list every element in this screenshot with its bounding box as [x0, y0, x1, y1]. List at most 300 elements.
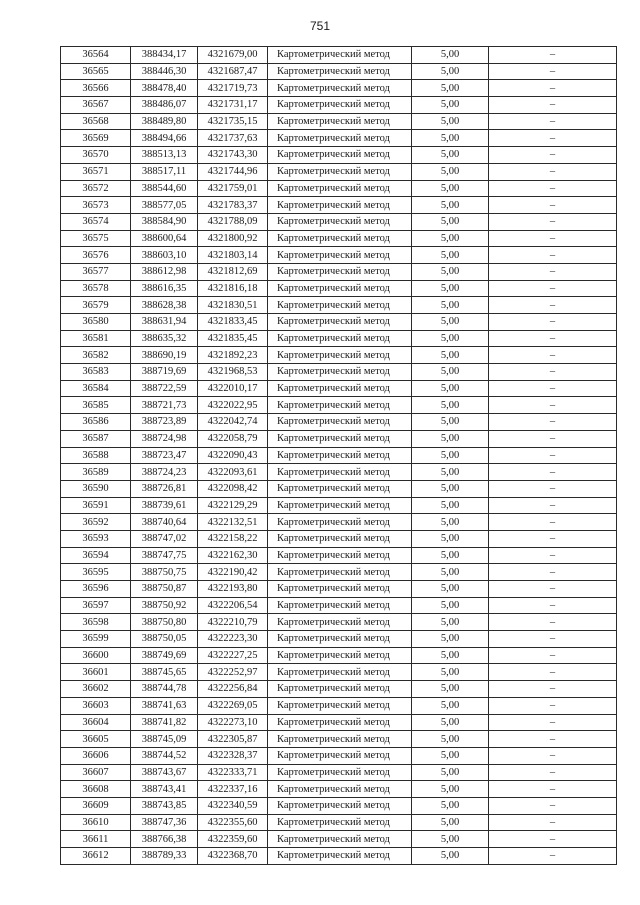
table-row: [61, 797, 617, 814]
x-coordinate-cell: 388584,90: [131, 213, 198, 230]
accuracy-cell: 5,00: [412, 63, 489, 80]
note-cell: –: [489, 664, 617, 681]
note-cell: –: [489, 430, 617, 447]
point-number-cell: 36576: [61, 247, 131, 264]
note-cell: –: [489, 581, 617, 598]
y-coordinate-cell: 4322368,70: [198, 848, 268, 865]
note-cell: –: [489, 247, 617, 264]
point-number-cell: 36612: [61, 848, 131, 865]
accuracy-cell: 5,00: [412, 430, 489, 447]
method-cell: Картометрический метод: [268, 347, 412, 364]
x-coordinate-cell: 388743,67: [131, 764, 198, 781]
x-coordinate-cell: 388603,10: [131, 247, 198, 264]
method-cell: Картометрический метод: [268, 130, 412, 147]
y-coordinate-cell: 4322340,59: [198, 797, 268, 814]
point-number-cell: 36592: [61, 514, 131, 531]
method-cell: Картометрический метод: [268, 764, 412, 781]
method-cell: Картометрический метод: [268, 781, 412, 798]
x-coordinate-cell: 388745,09: [131, 731, 198, 748]
y-coordinate-cell: 4322227,25: [198, 647, 268, 664]
point-number-cell: 36610: [61, 814, 131, 831]
point-number-cell: 36596: [61, 581, 131, 598]
table-row: [61, 147, 617, 164]
accuracy-cell: 5,00: [412, 147, 489, 164]
note-cell: –: [489, 564, 617, 581]
y-coordinate-cell: 4321800,92: [198, 230, 268, 247]
table-row: [61, 497, 617, 514]
accuracy-cell: 5,00: [412, 697, 489, 714]
accuracy-cell: 5,00: [412, 380, 489, 397]
table-row: [61, 447, 617, 464]
accuracy-cell: 5,00: [412, 247, 489, 264]
method-cell: Картометрический метод: [268, 514, 412, 531]
y-coordinate-cell: 4321803,14: [198, 247, 268, 264]
y-coordinate-cell: 4322162,30: [198, 547, 268, 564]
accuracy-cell: 5,00: [412, 414, 489, 431]
x-coordinate-cell: 388724,23: [131, 464, 198, 481]
y-coordinate-cell: 4321812,69: [198, 263, 268, 280]
x-coordinate-cell: 388743,41: [131, 781, 198, 798]
x-coordinate-cell: 388721,73: [131, 397, 198, 414]
y-coordinate-cell: 4321833,45: [198, 314, 268, 331]
y-coordinate-cell: 4322223,30: [198, 631, 268, 648]
y-coordinate-cell: 4322273,10: [198, 714, 268, 731]
point-number-cell: 36575: [61, 230, 131, 247]
table-row: [61, 280, 617, 297]
table-row: [61, 597, 617, 614]
x-coordinate-cell: 388750,80: [131, 614, 198, 631]
table-row: [61, 397, 617, 414]
x-coordinate-cell: 388635,32: [131, 330, 198, 347]
y-coordinate-cell: 4321719,73: [198, 80, 268, 97]
x-coordinate-cell: 388723,89: [131, 414, 198, 431]
accuracy-cell: 5,00: [412, 464, 489, 481]
accuracy-cell: 5,00: [412, 347, 489, 364]
accuracy-cell: 5,00: [412, 614, 489, 631]
accuracy-cell: 5,00: [412, 314, 489, 331]
note-cell: –: [489, 97, 617, 114]
y-coordinate-cell: 4322359,60: [198, 831, 268, 848]
point-number-cell: 36573: [61, 197, 131, 214]
point-number-cell: 36598: [61, 614, 131, 631]
x-coordinate-cell: 388446,30: [131, 63, 198, 80]
accuracy-cell: 5,00: [412, 547, 489, 564]
accuracy-cell: 5,00: [412, 263, 489, 280]
point-number-cell: 36594: [61, 547, 131, 564]
point-number-cell: 36590: [61, 480, 131, 497]
y-coordinate-cell: 4321816,18: [198, 280, 268, 297]
accuracy-cell: 5,00: [412, 47, 489, 64]
note-cell: –: [489, 831, 617, 848]
point-number-cell: 36609: [61, 797, 131, 814]
point-number-cell: 36570: [61, 147, 131, 164]
table-row: [61, 697, 617, 714]
x-coordinate-cell: 388749,69: [131, 647, 198, 664]
x-coordinate-cell: 388789,33: [131, 848, 198, 865]
note-cell: –: [489, 514, 617, 531]
method-cell: Картометрический метод: [268, 831, 412, 848]
table-row: [61, 647, 617, 664]
method-cell: Картометрический метод: [268, 581, 412, 598]
point-number-cell: 36599: [61, 631, 131, 648]
note-cell: –: [489, 530, 617, 547]
x-coordinate-cell: 388690,19: [131, 347, 198, 364]
y-coordinate-cell: 4321743,30: [198, 147, 268, 164]
table-row: [61, 747, 617, 764]
accuracy-cell: 5,00: [412, 197, 489, 214]
note-cell: –: [489, 364, 617, 381]
accuracy-cell: 5,00: [412, 781, 489, 798]
method-cell: Картометрический метод: [268, 530, 412, 547]
note-cell: –: [489, 414, 617, 431]
y-coordinate-cell: 4322333,71: [198, 764, 268, 781]
table-row: [61, 781, 617, 798]
table-row: [61, 263, 617, 280]
y-coordinate-cell: 4321835,45: [198, 330, 268, 347]
note-cell: –: [489, 714, 617, 731]
table-row: [61, 430, 617, 447]
x-coordinate-cell: 388750,92: [131, 597, 198, 614]
y-coordinate-cell: 4322093,61: [198, 464, 268, 481]
method-cell: Картометрический метод: [268, 547, 412, 564]
table-row: [61, 480, 617, 497]
point-number-cell: 36568: [61, 113, 131, 130]
point-number-cell: 36604: [61, 714, 131, 731]
accuracy-cell: 5,00: [412, 814, 489, 831]
table-row: [61, 614, 617, 631]
note-cell: –: [489, 147, 617, 164]
method-cell: Картометрический метод: [268, 97, 412, 114]
note-cell: –: [489, 631, 617, 648]
method-cell: Картометрический метод: [268, 464, 412, 481]
table-row: [61, 113, 617, 130]
point-number-cell: 36591: [61, 497, 131, 514]
accuracy-cell: 5,00: [412, 514, 489, 531]
x-coordinate-cell: 388724,98: [131, 430, 198, 447]
y-coordinate-cell: 4322058,79: [198, 430, 268, 447]
note-cell: –: [489, 314, 617, 331]
method-cell: Картометрический метод: [268, 681, 412, 698]
y-coordinate-cell: 4322132,51: [198, 514, 268, 531]
x-coordinate-cell: 388600,64: [131, 230, 198, 247]
y-coordinate-cell: 4322193,80: [198, 581, 268, 598]
accuracy-cell: 5,00: [412, 364, 489, 381]
note-cell: –: [489, 380, 617, 397]
accuracy-cell: 5,00: [412, 80, 489, 97]
x-coordinate-cell: 388741,63: [131, 697, 198, 714]
accuracy-cell: 5,00: [412, 330, 489, 347]
note-cell: –: [489, 213, 617, 230]
point-number-cell: 36579: [61, 297, 131, 314]
table-row: [61, 297, 617, 314]
table-row: [61, 564, 617, 581]
x-coordinate-cell: 388494,66: [131, 130, 198, 147]
point-number-cell: 36597: [61, 597, 131, 614]
point-number-cell: 36605: [61, 731, 131, 748]
table-row: [61, 581, 617, 598]
table-row: [61, 731, 617, 748]
y-coordinate-cell: 4321968,53: [198, 364, 268, 381]
table-row: [61, 330, 617, 347]
note-cell: –: [489, 597, 617, 614]
note-cell: –: [489, 297, 617, 314]
y-coordinate-cell: 4322090,43: [198, 447, 268, 464]
point-number-cell: 36600: [61, 647, 131, 664]
x-coordinate-cell: 388744,52: [131, 747, 198, 764]
x-coordinate-cell: 388741,82: [131, 714, 198, 731]
y-coordinate-cell: 4322256,84: [198, 681, 268, 698]
method-cell: Картометрический метод: [268, 247, 412, 264]
note-cell: –: [489, 497, 617, 514]
note-cell: –: [489, 814, 617, 831]
point-number-cell: 36588: [61, 447, 131, 464]
method-cell: Картометрический метод: [268, 714, 412, 731]
note-cell: –: [489, 731, 617, 748]
note-cell: –: [489, 764, 617, 781]
x-coordinate-cell: 388544,60: [131, 180, 198, 197]
y-coordinate-cell: 4321737,63: [198, 130, 268, 147]
table-row: [61, 163, 617, 180]
point-number-cell: 36606: [61, 747, 131, 764]
note-cell: –: [489, 747, 617, 764]
method-cell: Картометрический метод: [268, 364, 412, 381]
accuracy-cell: 5,00: [412, 297, 489, 314]
note-cell: –: [489, 163, 617, 180]
note-cell: –: [489, 330, 617, 347]
point-number-cell: 36566: [61, 80, 131, 97]
x-coordinate-cell: 388478,40: [131, 80, 198, 97]
accuracy-cell: 5,00: [412, 113, 489, 130]
accuracy-cell: 5,00: [412, 581, 489, 598]
note-cell: –: [489, 63, 617, 80]
table-row: [61, 230, 617, 247]
y-coordinate-cell: 4322210,79: [198, 614, 268, 631]
y-coordinate-cell: 4322158,22: [198, 530, 268, 547]
point-number-cell: 36602: [61, 681, 131, 698]
x-coordinate-cell: 388766,38: [131, 831, 198, 848]
method-cell: Картометрический метод: [268, 163, 412, 180]
note-cell: –: [489, 130, 617, 147]
table-row: [61, 180, 617, 197]
y-coordinate-cell: 4322355,60: [198, 814, 268, 831]
point-number-cell: 36577: [61, 263, 131, 280]
x-coordinate-cell: 388434,17: [131, 47, 198, 64]
note-cell: –: [489, 547, 617, 564]
table-row: [61, 80, 617, 97]
accuracy-cell: 5,00: [412, 447, 489, 464]
method-cell: Картометрический метод: [268, 330, 412, 347]
y-coordinate-cell: 4322305,87: [198, 731, 268, 748]
method-cell: Картометрический метод: [268, 63, 412, 80]
note-cell: –: [489, 447, 617, 464]
table-row: [61, 347, 617, 364]
method-cell: Картометрический метод: [268, 47, 412, 64]
note-cell: –: [489, 848, 617, 865]
x-coordinate-cell: 388631,94: [131, 314, 198, 331]
x-coordinate-cell: 388513,13: [131, 147, 198, 164]
method-cell: Картометрический метод: [268, 397, 412, 414]
y-coordinate-cell: 4321788,09: [198, 213, 268, 230]
method-cell: Картометрический метод: [268, 814, 412, 831]
point-number-cell: 36607: [61, 764, 131, 781]
accuracy-cell: 5,00: [412, 497, 489, 514]
note-cell: –: [489, 697, 617, 714]
accuracy-cell: 5,00: [412, 714, 489, 731]
point-number-cell: 36572: [61, 180, 131, 197]
note-cell: –: [489, 80, 617, 97]
accuracy-cell: 5,00: [412, 797, 489, 814]
y-coordinate-cell: 4322269,05: [198, 697, 268, 714]
point-number-cell: 36571: [61, 163, 131, 180]
accuracy-cell: 5,00: [412, 731, 489, 748]
x-coordinate-cell: 388750,75: [131, 564, 198, 581]
accuracy-cell: 5,00: [412, 230, 489, 247]
point-number-cell: 36593: [61, 530, 131, 547]
y-coordinate-cell: 4322098,42: [198, 480, 268, 497]
note-cell: –: [489, 397, 617, 414]
x-coordinate-cell: 388616,35: [131, 280, 198, 297]
y-coordinate-cell: 4321892,23: [198, 347, 268, 364]
table-row: [61, 848, 617, 865]
method-cell: Картометрический метод: [268, 747, 412, 764]
point-number-cell: 36582: [61, 347, 131, 364]
note-cell: –: [489, 614, 617, 631]
accuracy-cell: 5,00: [412, 848, 489, 865]
point-number-cell: 36567: [61, 97, 131, 114]
method-cell: Картометрический метод: [268, 263, 412, 280]
y-coordinate-cell: 4321783,37: [198, 197, 268, 214]
note-cell: –: [489, 781, 617, 798]
accuracy-cell: 5,00: [412, 180, 489, 197]
table-row: [61, 764, 617, 781]
accuracy-cell: 5,00: [412, 681, 489, 698]
x-coordinate-cell: 388739,61: [131, 497, 198, 514]
table-row: [61, 414, 617, 431]
x-coordinate-cell: 388750,05: [131, 631, 198, 648]
method-cell: Картометрический метод: [268, 80, 412, 97]
point-number-cell: 36603: [61, 697, 131, 714]
y-coordinate-cell: 4321744,96: [198, 163, 268, 180]
table-row: [61, 530, 617, 547]
method-cell: Картометрический метод: [268, 631, 412, 648]
accuracy-cell: 5,00: [412, 130, 489, 147]
point-number-cell: 36584: [61, 380, 131, 397]
method-cell: Картометрический метод: [268, 664, 412, 681]
x-coordinate-cell: 388750,87: [131, 581, 198, 598]
method-cell: Картометрический метод: [268, 597, 412, 614]
point-number-cell: 36587: [61, 430, 131, 447]
y-coordinate-cell: 4321679,00: [198, 47, 268, 64]
method-cell: Картометрический метод: [268, 113, 412, 130]
y-coordinate-cell: 4321731,17: [198, 97, 268, 114]
x-coordinate-cell: 388517,11: [131, 163, 198, 180]
x-coordinate-cell: 388747,02: [131, 530, 198, 547]
y-coordinate-cell: 4321830,51: [198, 297, 268, 314]
method-cell: Картометрический метод: [268, 297, 412, 314]
table-row: [61, 364, 617, 381]
y-coordinate-cell: 4322337,16: [198, 781, 268, 798]
note-cell: –: [489, 681, 617, 698]
point-number-cell: 36578: [61, 280, 131, 297]
table-row: [61, 547, 617, 564]
y-coordinate-cell: 4322206,54: [198, 597, 268, 614]
method-cell: Картометрический метод: [268, 414, 412, 431]
x-coordinate-cell: 388489,80: [131, 113, 198, 130]
method-cell: Картометрический метод: [268, 614, 412, 631]
accuracy-cell: 5,00: [412, 764, 489, 781]
method-cell: Картометрический метод: [268, 647, 412, 664]
method-cell: Картометрический метод: [268, 564, 412, 581]
page-number: 751: [309, 19, 331, 33]
method-cell: Картометрический метод: [268, 731, 412, 748]
note-cell: –: [489, 347, 617, 364]
point-number-cell: 36608: [61, 781, 131, 798]
point-number-cell: 36574: [61, 213, 131, 230]
accuracy-cell: 5,00: [412, 480, 489, 497]
table-row: [61, 831, 617, 848]
method-cell: Картометрический метод: [268, 797, 412, 814]
point-number-cell: 36589: [61, 464, 131, 481]
accuracy-cell: 5,00: [412, 631, 489, 648]
table-row: [61, 380, 617, 397]
accuracy-cell: 5,00: [412, 280, 489, 297]
x-coordinate-cell: 388747,75: [131, 547, 198, 564]
accuracy-cell: 5,00: [412, 597, 489, 614]
coordinates-table: [60, 46, 617, 865]
accuracy-cell: 5,00: [412, 664, 489, 681]
point-number-cell: 36595: [61, 564, 131, 581]
x-coordinate-cell: 388722,59: [131, 380, 198, 397]
point-number-cell: 36565: [61, 63, 131, 80]
note-cell: –: [489, 647, 617, 664]
note-cell: –: [489, 263, 617, 280]
accuracy-cell: 5,00: [412, 747, 489, 764]
y-coordinate-cell: 4322010,17: [198, 380, 268, 397]
note-cell: –: [489, 797, 617, 814]
note-cell: –: [489, 47, 617, 64]
table-row: [61, 631, 617, 648]
point-number-cell: 36569: [61, 130, 131, 147]
y-coordinate-cell: 4322252,97: [198, 664, 268, 681]
point-number-cell: 36611: [61, 831, 131, 848]
point-number-cell: 36564: [61, 47, 131, 64]
method-cell: Картометрический метод: [268, 447, 412, 464]
x-coordinate-cell: 388747,36: [131, 814, 198, 831]
y-coordinate-cell: 4321735,15: [198, 113, 268, 130]
note-cell: –: [489, 464, 617, 481]
table-row: [61, 130, 617, 147]
method-cell: Картометрический метод: [268, 314, 412, 331]
point-number-cell: 36586: [61, 414, 131, 431]
method-cell: Картометрический метод: [268, 280, 412, 297]
table-row: [61, 213, 617, 230]
point-number-cell: 36583: [61, 364, 131, 381]
note-cell: –: [489, 480, 617, 497]
accuracy-cell: 5,00: [412, 97, 489, 114]
accuracy-cell: 5,00: [412, 530, 489, 547]
table-row: [61, 97, 617, 114]
y-coordinate-cell: 4322328,37: [198, 747, 268, 764]
x-coordinate-cell: 388628,38: [131, 297, 198, 314]
y-coordinate-cell: 4321759,01: [198, 180, 268, 197]
table-row: [61, 464, 617, 481]
table-row: [61, 47, 617, 64]
table-row: [61, 714, 617, 731]
x-coordinate-cell: 388745,65: [131, 664, 198, 681]
note-cell: –: [489, 113, 617, 130]
method-cell: Картометрический метод: [268, 430, 412, 447]
table-row: [61, 664, 617, 681]
